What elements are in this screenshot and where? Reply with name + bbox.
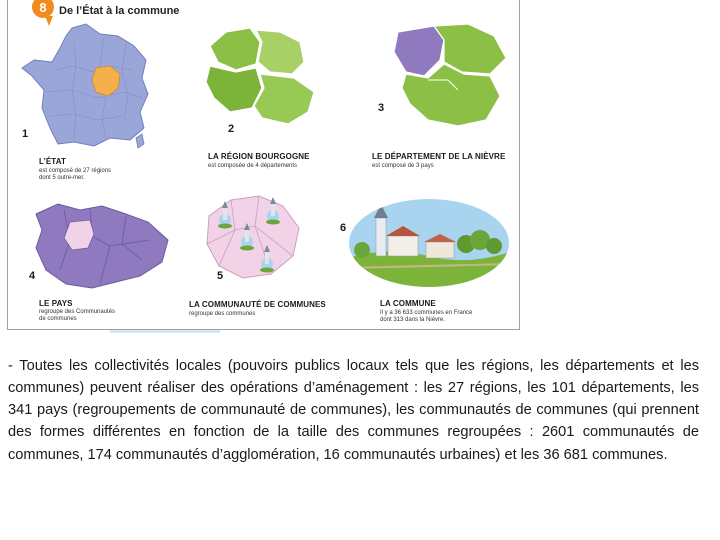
- panel-1-line-2: dont 5 outre-mer.: [39, 175, 85, 181]
- panel-4-number: 4: [29, 270, 36, 282]
- commune-village-illustration: [348, 198, 510, 288]
- map-region-bourgogne: [196, 22, 331, 132]
- paragraph-rest: (pouvoirs publics locaux tels que les régions, les départements et les communes) peuvent réaliser des opérations d’aménagement : les 27 régions, les 101 départements, les 341 pays (regroupements de communauté de communes), les communautés de communes (qui prennent des formes différentes en fonction de la taille des communes regroupées : 2601 communautés de communes, 174 communautés d’agglomération, 16 communautés urbaines) et les 36 681 communes.: [8, 357, 699, 463]
- paragraph-prefix: - Toutes les: [8, 357, 95, 374]
- panel-2-line-1: est composée de 4 départements: [208, 163, 298, 169]
- panel-4-title: LE PAYS: [39, 299, 73, 308]
- panel-6-line-2: dont 313 dans la Nièvre.: [380, 317, 446, 323]
- panel-3-number: 3: [378, 102, 385, 114]
- panel-4-line-1: regroupe des Communautés: [39, 309, 116, 315]
- panel-3-line-1: est composé de 3 pays: [372, 163, 434, 169]
- panel-6-number: 6: [340, 222, 347, 234]
- infographic-figure: [7, 0, 520, 330]
- panel-4-line-2: de communes: [39, 316, 77, 322]
- panel-3-title: LE DÉPARTEMENT DE LA NIÈVRE: [372, 152, 506, 161]
- panel-5-line-1: regroupe des communes: [189, 311, 256, 317]
- panel-5-title: LA COMMUNAUTÉ DE COMMUNES: [189, 300, 326, 309]
- panel-1-number: 1: [22, 128, 29, 140]
- paragraph-emphasis: collectivités locales: [94, 357, 222, 374]
- map-pays: [30, 200, 180, 295]
- panel-6-line-1: Il y a 36 633 communes en France: [380, 310, 473, 316]
- figure-title: De l’État à la commune: [59, 5, 180, 17]
- map-departement-nievre: [388, 20, 513, 135]
- panel-6-title: LA COMMUNE: [380, 299, 436, 308]
- figure-bottom-strip: [110, 330, 220, 333]
- panel-2-title: LA RÉGION BOURGOGNE: [208, 152, 310, 161]
- panel-1-line-1: est composé de 27 régions: [39, 168, 112, 174]
- panel-2-number: 2: [228, 123, 235, 135]
- map-france: [14, 20, 164, 160]
- panel-1-title: L’ÉTAT: [39, 157, 66, 166]
- body-paragraph: [8, 355, 699, 466]
- figure-number-badge: 8: [32, 0, 54, 18]
- panel-5-number: 5: [217, 270, 224, 282]
